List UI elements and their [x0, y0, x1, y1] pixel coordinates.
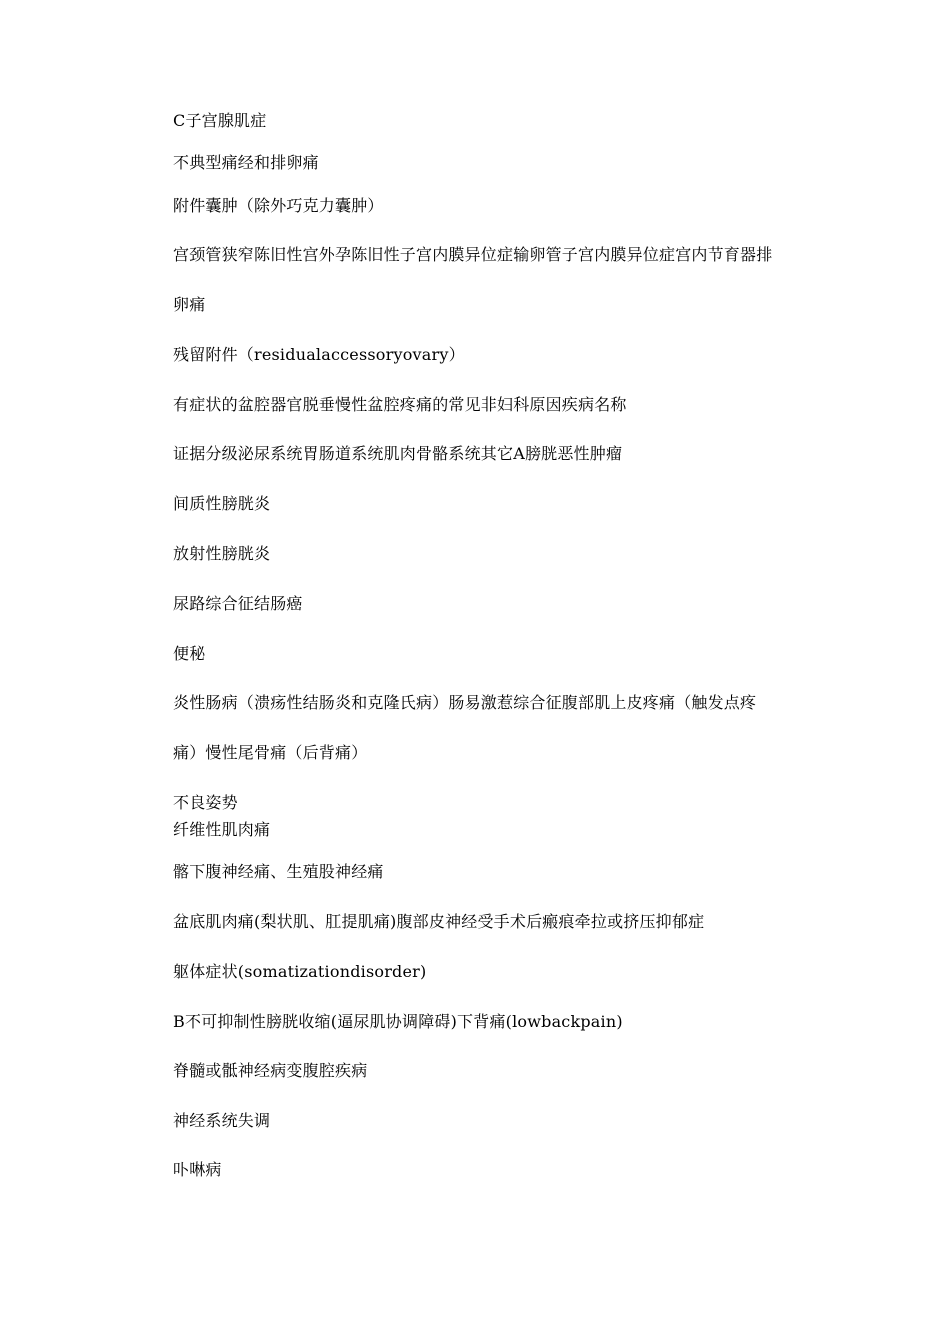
text-line: 炎性肠病（溃疡性结肠炎和克隆氏病）肠易激惹综合征腹部肌上皮疼痛（触发点疼 — [173, 693, 757, 712]
text-line: B不可抑制性膀胱收缩(逼尿肌协调障碍)下背痛(lowbackpain) — [173, 1012, 623, 1031]
text-line: 痛）慢性尾骨痛（后背痛） — [173, 743, 368, 762]
text-line: 不良姿势 — [173, 793, 238, 812]
text-line: 卟啉病 — [173, 1160, 222, 1179]
text-line: C子宫腺肌症 — [173, 111, 267, 130]
text-line: 间质性膀胱炎 — [173, 494, 271, 513]
text-line: 附件囊肿（除外巧克力囊肿） — [173, 196, 384, 215]
text-line: 卵痛 — [173, 295, 206, 314]
text-line: 有症状的盆腔器官脱垂慢性盆腔疼痛的常见非妇科原因疾病名称 — [173, 395, 627, 414]
text-line: 盆底肌肉痛(梨状肌、肛提肌痛)腹部皮神经受手术后瘢痕牵拉或挤压抑郁症 — [173, 912, 705, 931]
text-line: 放射性膀胱炎 — [173, 544, 271, 563]
text-line: 尿路综合征结肠癌 — [173, 594, 303, 613]
text-line: 躯体症状(somatizationdisorder) — [173, 962, 427, 981]
text-line: 便秘 — [173, 644, 206, 663]
text-line: 证据分级泌尿系统胃肠道系统肌肉骨骼系统其它A膀胱恶性肿瘤 — [173, 444, 623, 463]
text-line: 不典型痛经和排卵痛 — [173, 153, 319, 172]
text-line: 残留附件（residualaccessoryovary） — [173, 345, 465, 364]
text-line: 纤维性肌肉痛 — [173, 820, 271, 839]
text-line: 神经系统失调 — [173, 1111, 271, 1130]
text-line: 髂下腹神经痛、生殖股神经痛 — [173, 862, 384, 881]
text-line: 脊髓或骶神经病变腹腔疾病 — [173, 1061, 368, 1080]
text-line: 宫颈管狭窄陈旧性宫外孕陈旧性子宫内膜异位症输卵管子宫内膜异位症宫内节育器排 — [173, 245, 773, 264]
